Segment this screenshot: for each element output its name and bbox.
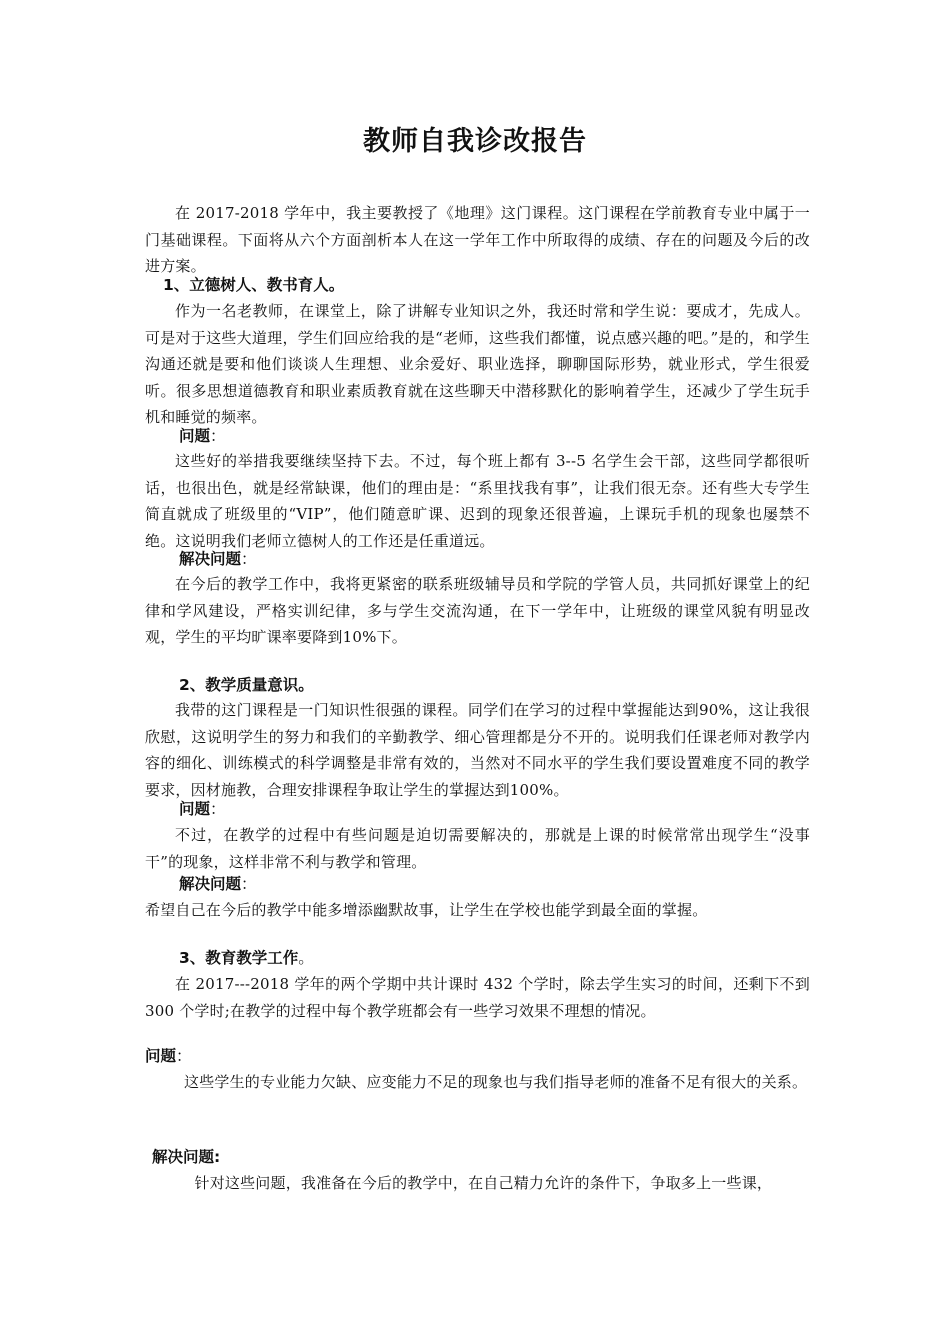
section-2-problem: 不过，在教学的过程中有些问题是迫切需要解决的，那就是上课的时候常常出现学生“没事干”的现象，这样非常不利与教学和管理。 [145,826,810,871]
section-3-solution-label: 解决问题: [152,1148,221,1166]
section-1-problem-label: 问题： [179,427,226,445]
intro-paragraph: 在 2017-2018 学年中，我主要教授了《地理》这门课程。这门课程在学前教育专业中属于一门基础课程。下面将从六个方面剖析本人在这一学年工作中所取得的成绩、存在的问题及今后的改进方案。 [145,204,810,275]
section-1-problem: 这些好的举措我要继续坚持下去。不过，每个班上都有 3--5 名学生会干部，这些同学都很听话，也很出色，就是经常缺课，他们的理由是：“系里找我有事”，让我们很无奈。还有些大专学生简直就成了班级里的“VIP”，他们随意旷课、迟到的现象还很普遍，上课玩手机的现象也屡禁不绝。这说明我们老师立德树人的工作还是任重道远。 [145,452,810,550]
section-1-heading: 1、立德树人、教书育人。 [163,276,345,294]
section-3-problem: 这些学生的专业能力欠缺、应变能力不足的现象也与我们指导老师的准备不足有很大的关系。 [184,1073,808,1091]
section-3-body: 在 2017---2018 学年的两个学期中共计课时 432 个学时，除去学生实习的时间，还剩下不到 300 个学时;在教学的过程中每个教学班都会有一些学习效果不理想的情况。 [145,975,810,1020]
section-2-heading: 2、教学质量意识。 [179,676,314,694]
document-title: 教师自我诊改报告 [363,126,587,157]
section-2-body: 我带的这门课程是一门知识性很强的课程。同学们在学习的过程中掌握能达到90%，这让我很欣慰，这说明学生的努力和我们的辛勤教学、细心管理都是分不开的。说明我们任课老师对教学内容的细化、训练模式的科学调整是非常有效的，当然对不同水平的学生我们要设置难度不同的教学要求，因材施教，合理安排课程争取让学生的掌握达到100%。 [145,701,810,799]
section-3-heading: 3、教育教学工作。 [179,949,314,967]
section-3-problem-label: 问题： [145,1047,192,1065]
section-2-solution: 希望自己在今后的教学中能多增添幽默故事，让学生在学校也能学到最全面的掌握。 [145,901,708,919]
section-1-solution-label: 解决问题： [179,550,257,568]
section-1-body: 作为一名老教师，在课堂上，除了讲解专业知识之外，我还时常和学生说：要成才，先成人。可是对于这些大道理，学生们回应给我的是“老师，这些我们都懂，说点感兴趣的吧。”是的，和学生沟通还就是要和他们谈谈人生理想、业余爱好、职业选择，聊聊国际形势，就业形式，学生很爱听。很多思想道德教育和职业素质教育就在这些聊天中潜移默化的影响着学生，还减少了学生玩手机和睡觉的频率。 [145,302,810,426]
section-1-solution: 在今后的教学工作中，我将更紧密的联系班级辅导员和学院的学管人员，共同抓好课堂上的纪律和学风建设，严格实训纪律，多与学生交流沟通，在下一学年中，让班级的课堂风貌有明显改观，学生的平均旷课率要降到10%下。 [145,575,810,646]
section-3-solution: 针对这些问题，我准备在今后的教学中，在自己精力允许的条件下，争取多上一些课， [194,1174,773,1192]
section-2-solution-label: 解决问题： [179,875,257,893]
section-2-problem-label: 问题： [179,800,226,818]
